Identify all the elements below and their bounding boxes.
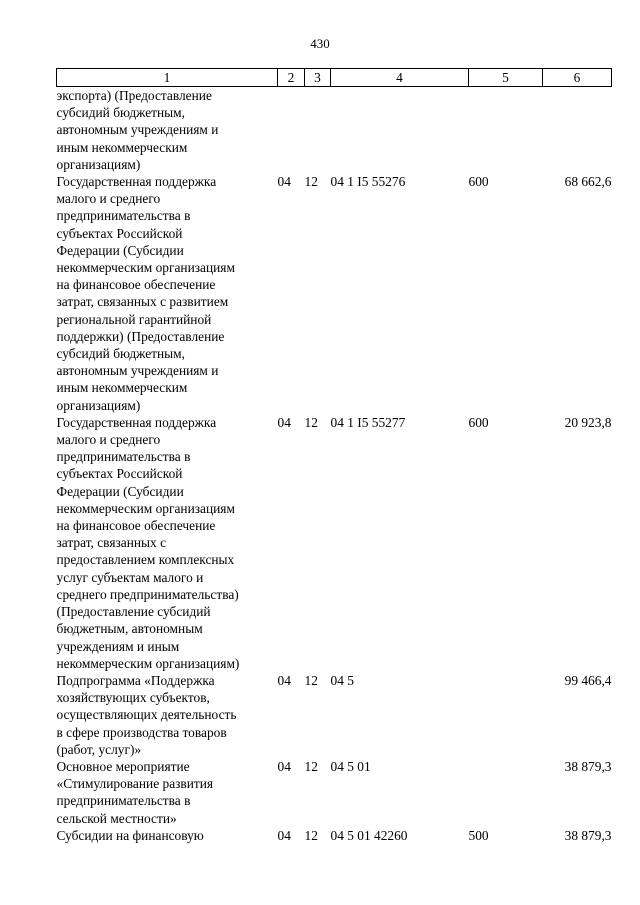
table-row [57, 87, 612, 174]
column-header-6: 6 [543, 69, 612, 87]
section-code-cell [278, 87, 305, 174]
row-name-cell [57, 827, 278, 844]
row-name-line: предпринимательства в [56, 793, 191, 809]
amount-cell: 38 879,3 [564, 827, 612, 843]
column-header-3: 3 [305, 69, 331, 87]
table-header-row [57, 69, 612, 87]
amount-cell: 68 662,6 [564, 174, 612, 190]
row-name-line: на финансовое обеспечение [56, 518, 216, 534]
target-article-cell: 04 5 [330, 672, 354, 688]
row-name-line: бюджетным, автономным [56, 621, 203, 637]
target-article-cell [331, 87, 469, 174]
row-name-line: предоставлением комплексных [56, 552, 235, 568]
row-name-cell [57, 173, 278, 414]
amount-cell: 99 466,4 [564, 672, 612, 688]
page-number: 430 [310, 36, 330, 51]
amount-cell [543, 87, 612, 174]
target-article-cell: 04 5 01 42260 [330, 827, 408, 843]
row-name-line: (Предоставление субсидий [56, 604, 211, 620]
row-name-line: сельской местности» [56, 810, 177, 826]
table-row [57, 173, 612, 414]
row-name-line: «Стимулирование развития [56, 776, 214, 792]
subsection-code-cell: 12 [304, 672, 318, 688]
subsection-code-cell: 12 [304, 414, 318, 430]
target-article-cell: 04 1 I5 55276 [330, 174, 406, 190]
expense-type-cell [469, 758, 543, 827]
table-row [57, 414, 612, 672]
amount-cell: 38 879,3 [564, 758, 612, 774]
row-name-line: Субсидии на финансовую [56, 827, 204, 843]
row-name-line: среднего предпринимательства) [56, 586, 239, 602]
column-header-4: 4 [331, 69, 469, 87]
row-name-cell [57, 87, 278, 174]
row-name-line: поддержки) (Предоставление [56, 328, 225, 344]
section-code-cell: 04 [277, 827, 291, 843]
row-name-line: некоммерческим организациям [56, 500, 235, 516]
row-name-line: Государственная поддержка [56, 174, 217, 190]
section-code-cell: 04 [277, 174, 291, 190]
table-row [57, 758, 612, 827]
row-name-cell [57, 672, 278, 758]
row-name-line: затрат, связанных с развитием [56, 294, 229, 310]
section-code-cell: 04 [277, 414, 291, 430]
expense-type-cell: 500 [468, 827, 489, 843]
row-name-line: иным некоммерческим [56, 139, 188, 155]
row-name-line: автономным учреждениям и [56, 122, 219, 138]
expense-type-cell [469, 87, 543, 174]
row-name-line: субсидий бюджетным, [56, 105, 186, 121]
row-name-line: региональной гарантийной [56, 311, 212, 327]
column-header-5: 5 [469, 69, 543, 87]
row-name-line: хозяйствующих субъектов, [56, 690, 210, 706]
table-body [57, 87, 612, 844]
subsection-code-cell: 12 [304, 827, 318, 843]
row-name-line: Государственная поддержка [56, 414, 217, 430]
row-name-line: малого и среднего [56, 191, 161, 207]
subsection-code-cell [305, 87, 331, 174]
row-name-line: субсидий бюджетным, [56, 346, 186, 362]
section-code-cell: 04 [277, 758, 291, 774]
row-name-line: экспорта) (Предоставление [56, 88, 212, 103]
row-name-line: Подпрограмма «Поддержка [56, 672, 215, 688]
row-name-line: (работ, услуг)» [56, 741, 142, 757]
target-article-cell: 04 5 01 [330, 758, 371, 774]
row-name-line: осуществляющих деятельность [56, 707, 237, 723]
expense-type-cell: 600 [468, 174, 489, 190]
row-name-cell [57, 758, 278, 827]
row-name-line: автономным учреждениям и [56, 363, 219, 379]
row-name-line: Федерации (Субсидии [56, 483, 184, 499]
row-name-line: организациям) [56, 156, 141, 172]
budget-table [56, 68, 612, 844]
expense-type-cell: 600 [468, 414, 489, 430]
row-name-cell [57, 414, 278, 672]
row-name-line: предпринимательства в [56, 449, 191, 465]
row-name-line: иным некоммерческим [56, 380, 188, 396]
row-name-line: предпринимательства в [56, 208, 191, 224]
row-name-line: услуг субъектам малого и [56, 569, 204, 585]
table-row [57, 827, 612, 844]
section-code-cell: 04 [277, 672, 291, 688]
row-name-line: некоммерческим организациям) [56, 655, 240, 671]
row-name-line: Федерации (Субсидии [56, 242, 184, 258]
target-article-cell: 04 1 I5 55277 [330, 414, 406, 430]
row-name-line: малого и среднего [56, 432, 161, 448]
amount-cell: 20 923,8 [564, 414, 612, 430]
row-name-line: некоммерческим организациям [56, 260, 235, 276]
row-name-line: в сфере производства товаров [56, 724, 227, 740]
row-name-line: Основное мероприятие [56, 758, 190, 774]
expense-type-cell [469, 672, 543, 758]
subsection-code-cell: 12 [304, 758, 318, 774]
column-header-2: 2 [278, 69, 305, 87]
row-name-line: на финансовое обеспечение [56, 277, 216, 293]
row-name-line: учреждениям и иным [56, 638, 180, 654]
row-name-line: организациям) [56, 397, 141, 413]
row-name-line: субъектах Российской [56, 466, 183, 482]
subsection-code-cell: 12 [304, 174, 318, 190]
row-name-line: субъектах Российской [56, 225, 183, 241]
table-row [57, 672, 612, 758]
column-header-1: 1 [57, 69, 278, 87]
row-name-line: затрат, связанных с [56, 535, 167, 551]
